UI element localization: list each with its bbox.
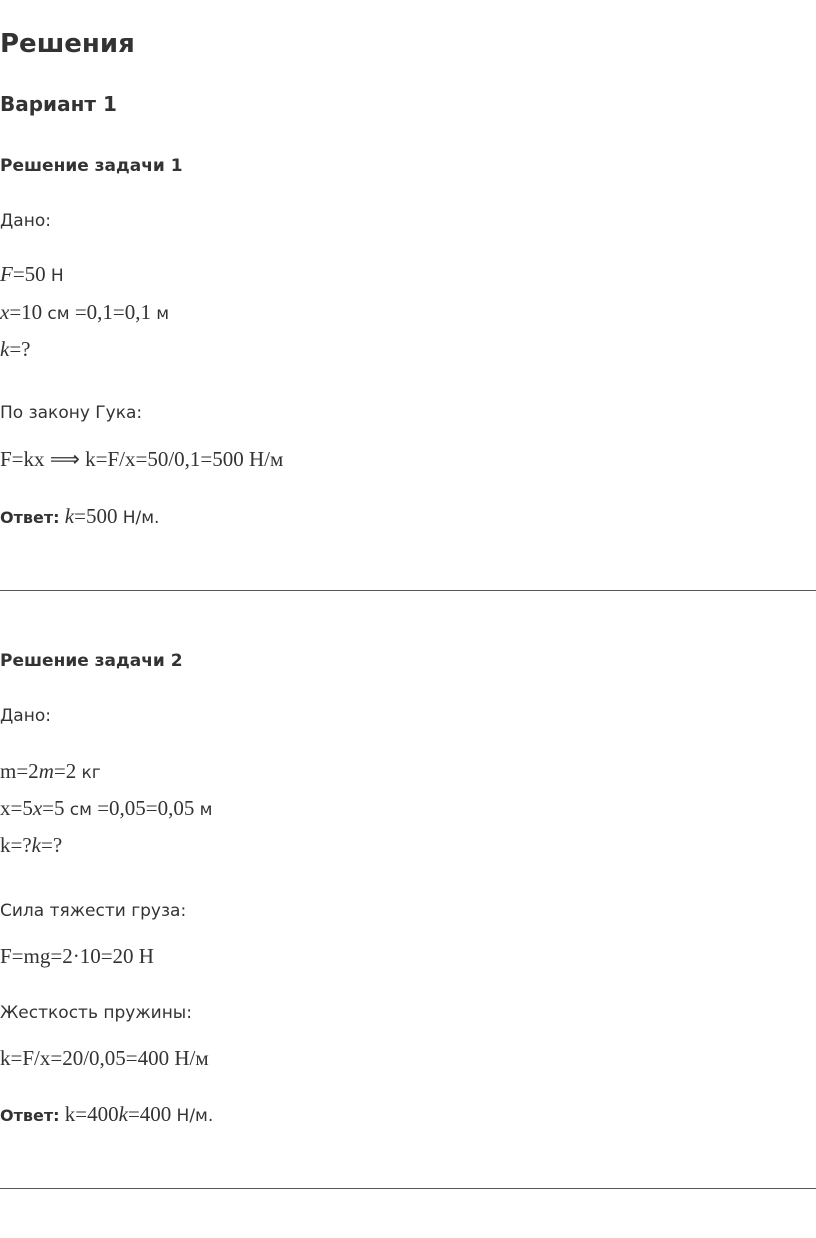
extension-unit: см bbox=[69, 800, 92, 820]
mass-value: =2 bbox=[53, 759, 77, 783]
task2-given-extension bbox=[0, 796, 212, 821]
mass-variable: m bbox=[38, 759, 54, 783]
task1-heading: Решение задачи 1 bbox=[0, 156, 183, 176]
extension-variable: x bbox=[0, 300, 10, 324]
task2-given-label: Дано: bbox=[0, 706, 51, 726]
answer-value: =500 bbox=[74, 504, 118, 528]
answer-unit: Н/м. bbox=[176, 1106, 214, 1126]
stiffness-variable: k bbox=[0, 337, 10, 361]
task1-answer bbox=[0, 504, 159, 529]
task1-law-label: По закону Гука: bbox=[0, 403, 143, 423]
divider bbox=[0, 590, 816, 591]
extension-value: =10 bbox=[9, 300, 43, 324]
answer-variable: k bbox=[64, 504, 75, 528]
task2-stiffness-formula: k=F/x=20/0,05=400 Н/м bbox=[0, 1046, 209, 1070]
extension-conversion: =0,05=0,05 bbox=[97, 796, 195, 820]
extension-unit-meters: м bbox=[156, 304, 170, 324]
task2-given-mass bbox=[0, 759, 101, 784]
answer-label: Ответ: bbox=[0, 1106, 60, 1125]
task2-answer bbox=[0, 1102, 213, 1127]
task1-given-force bbox=[0, 262, 64, 287]
mass-plain: m=2 bbox=[0, 759, 39, 783]
task2-given-stiffness bbox=[0, 833, 62, 858]
stiffness-variable: k bbox=[31, 833, 41, 857]
task2-stiffness-label: Жесткость пружины: bbox=[0, 1003, 192, 1023]
divider bbox=[0, 1188, 816, 1189]
extension-value: =5 bbox=[42, 796, 65, 820]
mass-unit: кг bbox=[81, 763, 101, 783]
answer-variable: k bbox=[118, 1102, 128, 1126]
task1-given-label: Дано: bbox=[0, 211, 51, 231]
task1-given-stiffness bbox=[0, 337, 31, 362]
stiffness-unknown: =? bbox=[9, 337, 31, 361]
task1-formula: F=kx ⟹ k=F/x=50/0,1=500 Н/м bbox=[0, 447, 284, 471]
answer-value: =400 bbox=[127, 1102, 172, 1126]
answer-plain: k=400 bbox=[64, 1102, 119, 1126]
page-title: Решения bbox=[0, 29, 135, 59]
stiffness-unknown: =? bbox=[41, 833, 63, 857]
task2-heading: Решение задачи 2 bbox=[0, 651, 183, 671]
task2-gravity-label: Сила тяжести груза: bbox=[0, 901, 187, 921]
answer-unit: Н/м. bbox=[122, 508, 160, 528]
task2-gravity-formula: F=mg=2·10=20 Н bbox=[0, 944, 154, 968]
extension-conversion: =0,1=0,1 bbox=[74, 300, 152, 324]
force-variable: F bbox=[0, 262, 13, 286]
force-unit: Н bbox=[50, 266, 64, 286]
extension-plain: x=5 bbox=[0, 796, 33, 820]
answer-label: Ответ: bbox=[0, 508, 60, 527]
variant-heading: Вариант 1 bbox=[0, 92, 117, 116]
task1-given-extension bbox=[0, 300, 169, 325]
stiffness-plain: k=? bbox=[0, 833, 32, 857]
extension-unit-meters: м bbox=[199, 800, 213, 820]
extension-variable: x bbox=[32, 796, 43, 820]
force-value: =50 bbox=[12, 262, 46, 286]
extension-unit: см bbox=[47, 304, 70, 324]
